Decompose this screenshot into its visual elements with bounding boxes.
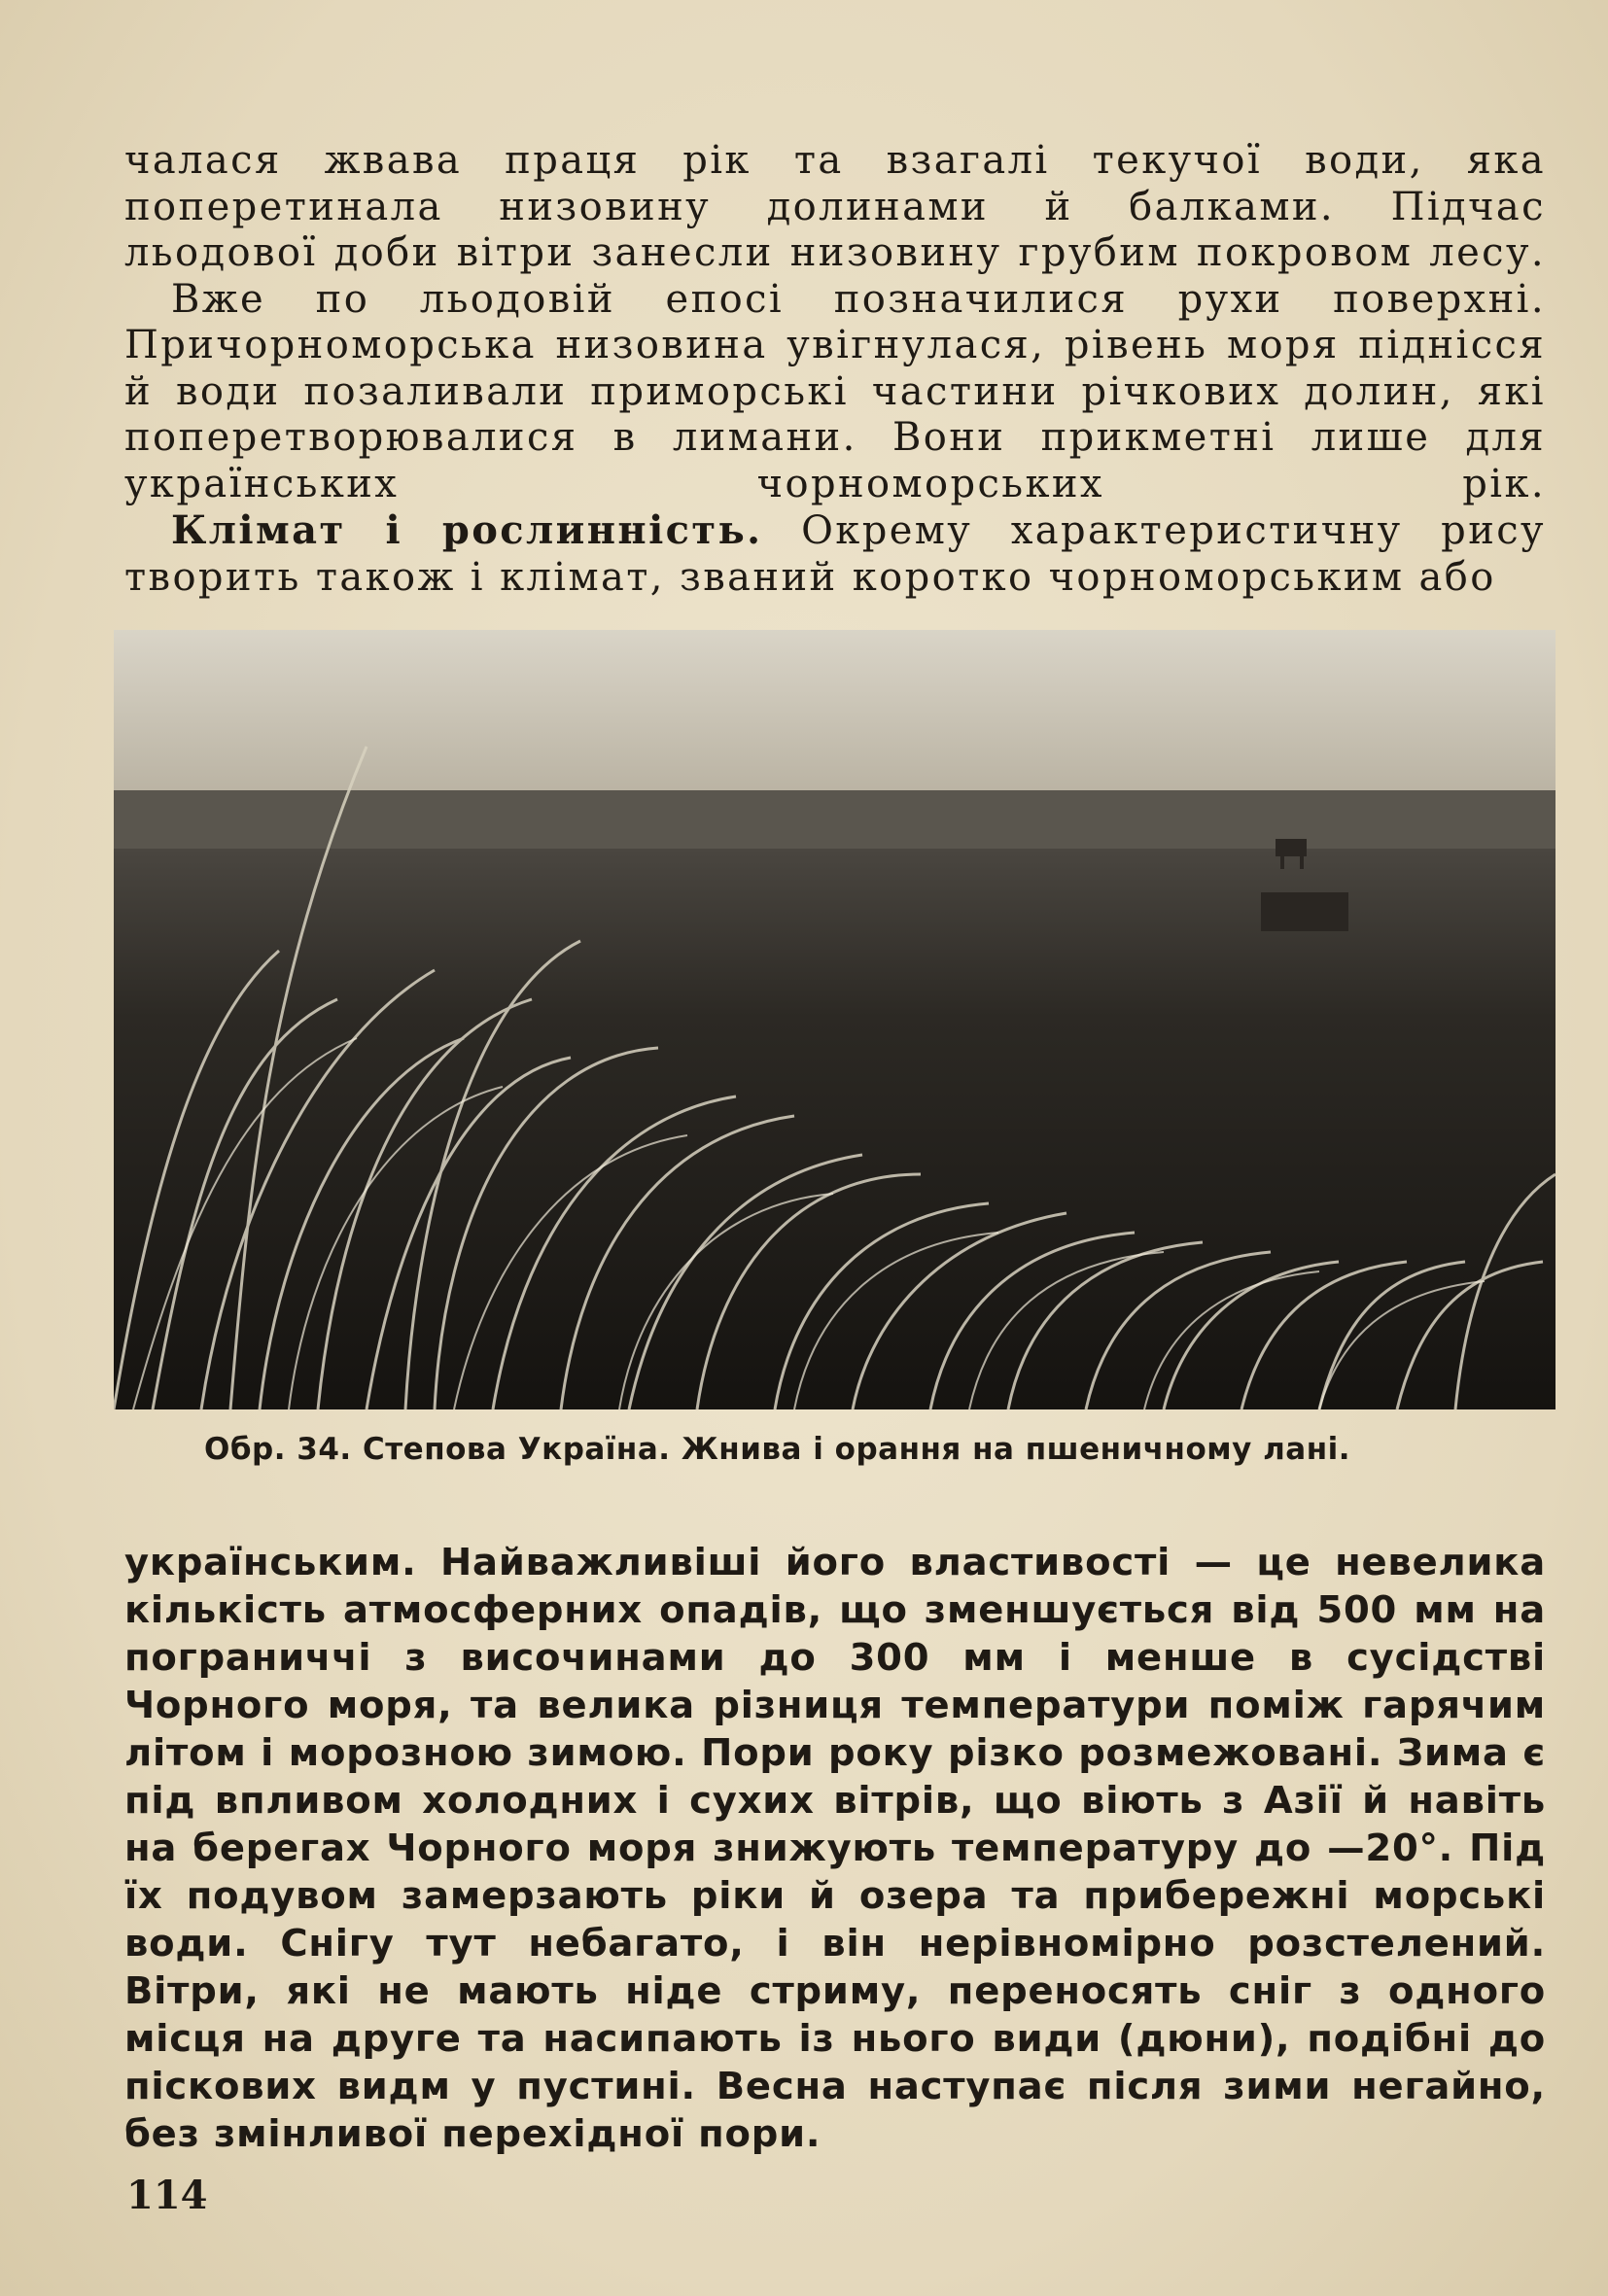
top-text-block [124,138,1546,601]
page-number: 114 [126,2173,208,2218]
paragraph-climate-text: Окрему характеристичну рису творить також і клімат, званий коротко чорноморським або [124,508,1546,600]
section-heading: Клімат і рослинність. [171,507,763,553]
wheat-field-photo [114,630,1556,1409]
figure-caption: Обр. 34. Степова Україна. Жнива і орання на пшеничному лані. [204,1432,1351,1467]
steppe-photo [114,630,1556,1409]
paragraph-climate-details: українським. Найважливіші його властивості — це невелика кількість атмосферних опадів, що зменшується від 500 мм на пограниччі з височинами до 300 мм і менше в сусідстві Чорного моря, та велика різниця температури поміж гарячим літом і морозною зимою. Пори року різко розмежовані. Зима є під впливом холодних і сухих вітрів, що віють з Азії й навіть на берегах Чорного моря знижують температуру до —20°. Під їх подувом замерзають ріки й озера та прибережні морські води. Снігу тут небагато, і він нерівномірно розстелений. Вітри, які не мають ніде стриму, переносять сніг з одного місця на друге та насипають із нього види (дюни), подібні до піскових видм у пустині. Весна наступає після зими негайно, без змінливої перехідної пори. [124,1541,1546,2156]
paragraph-erosion: чалася жвава праця рік та взагалі текучої води, яка поперетинала низовину долинами й балками. Підчас льодової доби вітри занесли низовину грубим покровом лесу. [124,138,1546,275]
bottom-text-block [124,1539,1546,2158]
paragraph-climate-intro [124,507,1546,601]
paragraph-ice-age: Вже по льодовій епосі позначилися рухи поверхні. Причорноморська низовина увігнулася, рівень моря піднісся й води позаливали приморські частини річкових долин, які поперетворювалися в лимани. Вони прикметні лише для українських чорноморських рік. [124,276,1546,506]
